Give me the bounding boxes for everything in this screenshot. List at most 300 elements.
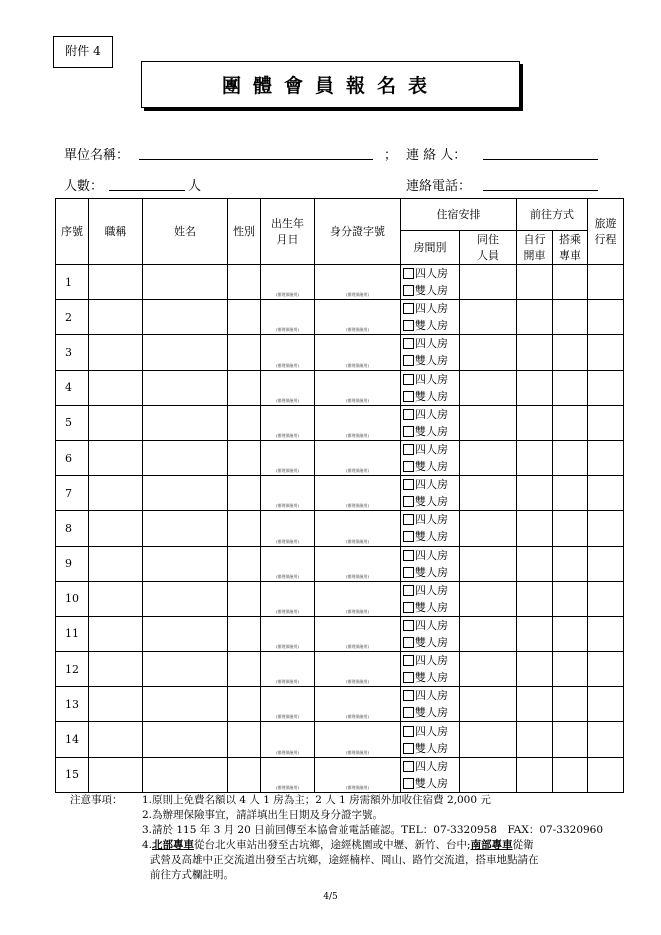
room-option-double[interactable] [403, 599, 459, 616]
self-drive-cell[interactable] [517, 722, 553, 757]
title-cell[interactable] [89, 405, 143, 440]
insurance-note: (辦理保險用) [275, 432, 300, 438]
bus-cell[interactable] [553, 265, 588, 300]
room-option-label: 雙人房 [415, 600, 448, 614]
checkbox[interactable] [403, 690, 414, 701]
trip-cell[interactable] [588, 511, 624, 546]
self-drive-cell[interactable] [517, 405, 553, 440]
insurance-note: (辦理保險用) [345, 503, 370, 509]
bus-cell[interactable] [553, 476, 588, 511]
room-option-label: 四人房 [415, 337, 448, 351]
note-4-mid: 從台北火車站出發至古坑鄉，途經桃園或中壢、新竹、台中; [194, 839, 471, 851]
unit-label: 單位名稱： [64, 148, 130, 163]
birth-cell[interactable] [261, 476, 315, 511]
header-bus-l2: 專車 [559, 248, 581, 262]
room-option-quad[interactable] [403, 335, 459, 352]
gender-cell[interactable] [228, 511, 261, 546]
roommate-cell[interactable] [460, 546, 517, 581]
checkbox[interactable] [403, 479, 414, 490]
room-option-double[interactable] [403, 634, 459, 651]
header-trip [588, 199, 624, 265]
gender-cell[interactable] [228, 335, 261, 370]
bus-cell[interactable] [553, 581, 588, 616]
room-option-quad[interactable] [403, 511, 459, 528]
room-option-double[interactable] [403, 458, 459, 475]
title-cell[interactable] [89, 757, 143, 792]
roommate-cell[interactable] [460, 687, 517, 722]
phone-label: 連絡電話： [406, 179, 472, 194]
roommate-cell[interactable] [460, 265, 517, 300]
trip-cell[interactable] [588, 687, 624, 722]
birth-cell[interactable] [261, 300, 315, 335]
table-row [56, 335, 624, 370]
row-number: 8 [56, 511, 89, 546]
roommate-cell[interactable] [460, 757, 517, 792]
room-option-label: 雙人房 [415, 389, 448, 403]
room-type-cell [401, 652, 460, 687]
roommate-cell[interactable] [460, 335, 517, 370]
name-cell[interactable] [143, 440, 228, 475]
self-drive-cell[interactable] [517, 687, 553, 722]
birth-cell[interactable] [261, 687, 315, 722]
birth-cell[interactable] [261, 335, 315, 370]
table-row [56, 757, 624, 792]
birth-cell[interactable] [261, 440, 315, 475]
gender-cell[interactable] [228, 687, 261, 722]
name-cell[interactable] [143, 616, 228, 651]
notes-label: 注意事項： [70, 794, 123, 806]
insurance-note: (辦理保險用) [345, 608, 370, 614]
title-cell[interactable] [89, 300, 143, 335]
gender-cell[interactable] [228, 757, 261, 792]
room-option-label: 雙人房 [415, 671, 448, 685]
gender-cell[interactable] [228, 440, 261, 475]
room-option-quad[interactable] [403, 476, 459, 493]
contact-field[interactable] [483, 159, 598, 160]
room-option-double[interactable] [403, 317, 459, 334]
insurance-note: (辦理保險用) [275, 784, 300, 790]
title-cell[interactable] [89, 370, 143, 405]
bus-cell[interactable] [553, 722, 588, 757]
roster-table [55, 198, 624, 793]
roommate-cell[interactable] [460, 440, 517, 475]
table-row [56, 405, 624, 440]
self-drive-cell[interactable] [517, 265, 553, 300]
header-bus [553, 231, 588, 265]
room-option-quad[interactable] [403, 652, 459, 669]
self-drive-cell[interactable] [517, 511, 553, 546]
insurance-note: (辦理保險用) [345, 573, 370, 579]
title-cell[interactable] [89, 335, 143, 370]
roommate-cell[interactable] [460, 616, 517, 651]
room-option-quad[interactable] [403, 723, 459, 740]
trip-cell[interactable] [588, 440, 624, 475]
checkbox[interactable] [403, 550, 414, 561]
form-title: 團體會員報名表 [221, 75, 439, 97]
id-cell[interactable] [315, 616, 401, 651]
insurance-note: (辦理保險用) [275, 573, 300, 579]
room-option-label: 雙人房 [415, 424, 448, 438]
insurance-note: (辦理保險用) [275, 292, 300, 298]
id-cell[interactable] [315, 511, 401, 546]
note-4-south-bus: 南部專車 [470, 839, 513, 851]
title-cell[interactable] [89, 652, 143, 687]
bus-cell[interactable] [553, 370, 588, 405]
self-drive-cell[interactable] [517, 370, 553, 405]
checkbox[interactable] [403, 620, 414, 631]
checkbox[interactable] [403, 391, 414, 402]
id-cell[interactable] [315, 265, 401, 300]
checkbox[interactable] [403, 268, 414, 279]
insurance-note: (辦理保險用) [275, 714, 300, 720]
self-drive-cell[interactable] [517, 300, 553, 335]
title-cell[interactable] [89, 581, 143, 616]
room-option-quad[interactable] [403, 758, 459, 775]
room-option-double[interactable] [403, 493, 459, 510]
name-cell[interactable] [143, 265, 228, 300]
trip-cell[interactable] [588, 757, 624, 792]
name-cell[interactable] [143, 511, 228, 546]
birth-cell[interactable] [261, 370, 315, 405]
id-cell[interactable] [315, 335, 401, 370]
birth-cell[interactable] [261, 652, 315, 687]
gender-cell[interactable] [228, 546, 261, 581]
separator: ； [384, 148, 398, 163]
room-option-double[interactable] [403, 423, 459, 440]
insurance-note: (辦理保險用) [275, 749, 300, 755]
room-option-label: 雙人房 [415, 776, 448, 790]
checkbox[interactable] [403, 320, 414, 331]
bus-cell[interactable] [553, 440, 588, 475]
insurance-note: (辦理保險用) [345, 432, 370, 438]
room-type-cell [401, 511, 460, 546]
birth-cell[interactable] [261, 722, 315, 757]
room-option-label: 雙人房 [415, 530, 448, 544]
title-box [141, 61, 520, 108]
id-cell[interactable] [315, 370, 401, 405]
id-cell[interactable] [315, 546, 401, 581]
title-cell[interactable] [89, 511, 143, 546]
header-roommate [460, 231, 517, 265]
id-cell[interactable] [315, 687, 401, 722]
room-option-label: 四人房 [415, 407, 448, 421]
gender-cell[interactable] [228, 300, 261, 335]
insurance-note: (辦理保險用) [275, 538, 300, 544]
roommate-cell[interactable] [460, 652, 517, 687]
name-cell[interactable] [143, 476, 228, 511]
room-option-double[interactable] [403, 704, 459, 721]
room-option-quad[interactable] [403, 687, 459, 704]
birth-cell[interactable] [261, 265, 315, 300]
count-label: 人數： [64, 179, 104, 194]
gender-cell[interactable] [228, 581, 261, 616]
row-number: 1 [56, 265, 89, 300]
name-cell[interactable] [143, 581, 228, 616]
insurance-note: (辦理保險用) [345, 362, 370, 368]
header-self-drive [517, 231, 553, 265]
bus-cell[interactable] [553, 335, 588, 370]
room-option-double[interactable] [403, 669, 459, 686]
table-row [56, 581, 624, 616]
room-option-label: 四人房 [415, 724, 448, 738]
insurance-note: (辦理保險用) [275, 327, 300, 333]
self-drive-cell[interactable] [517, 335, 553, 370]
insurance-note: (辦理保險用) [345, 679, 370, 685]
note-4-line3: 前往方式欄註明。 [150, 869, 234, 881]
row-number: 15 [56, 757, 89, 792]
header-trip-l1: 旅遊 [594, 216, 617, 230]
room-option-label: 四人房 [415, 443, 448, 457]
room-option-label: 四人房 [415, 654, 448, 668]
title-cell[interactable] [89, 476, 143, 511]
checkbox[interactable] [403, 672, 414, 683]
checkbox[interactable] [403, 285, 414, 296]
phone-field[interactable] [483, 190, 598, 191]
id-cell[interactable] [315, 652, 401, 687]
trip-cell[interactable] [588, 722, 624, 757]
room-option-quad[interactable] [403, 582, 459, 599]
checkbox[interactable] [403, 444, 414, 455]
title-cell[interactable] [89, 687, 143, 722]
room-type-cell [401, 370, 460, 405]
insurance-note: (辦理保險用) [345, 714, 370, 720]
name-cell[interactable] [143, 405, 228, 440]
room-type-cell [401, 405, 460, 440]
roommate-cell[interactable] [460, 405, 517, 440]
note-4 [70, 838, 603, 853]
self-drive-cell[interactable] [517, 616, 553, 651]
birth-cell[interactable] [261, 405, 315, 440]
room-option-quad[interactable] [403, 300, 459, 317]
room-option-label: 雙人房 [415, 319, 448, 333]
room-option-label: 四人房 [415, 759, 448, 773]
room-type-cell [401, 616, 460, 651]
trip-cell[interactable] [588, 546, 624, 581]
name-cell[interactable] [143, 300, 228, 335]
name-cell[interactable] [143, 757, 228, 792]
header-name: 姓名 [143, 199, 228, 265]
header-seq: 序號 [56, 199, 89, 265]
bus-cell[interactable] [553, 616, 588, 651]
row-number: 11 [56, 616, 89, 651]
room-option-quad[interactable] [403, 265, 459, 282]
room-option-quad[interactable] [403, 441, 459, 458]
unit-name-field[interactable] [139, 159, 373, 160]
title-cell[interactable] [89, 722, 143, 757]
trip-cell[interactable] [588, 476, 624, 511]
checkbox[interactable] [403, 409, 414, 420]
row-number: 10 [56, 581, 89, 616]
gender-cell[interactable] [228, 722, 261, 757]
self-drive-cell[interactable] [517, 757, 553, 792]
trip-cell[interactable] [588, 335, 624, 370]
contact-label: 連 絡 人： [406, 148, 467, 163]
checkbox[interactable] [403, 602, 414, 613]
trip-cell[interactable] [588, 581, 624, 616]
room-option-label: 四人房 [415, 478, 448, 492]
room-option-quad[interactable] [403, 406, 459, 423]
room-type-cell [401, 440, 460, 475]
self-drive-cell[interactable] [517, 476, 553, 511]
checkbox[interactable] [403, 426, 414, 437]
header-trip-l2: 行程 [594, 232, 617, 246]
checkbox[interactable] [403, 726, 414, 737]
name-cell[interactable] [143, 370, 228, 405]
insurance-note: (辦理保險用) [345, 397, 370, 403]
checkbox[interactable] [403, 514, 414, 525]
room-type-cell [401, 300, 460, 335]
table-row [56, 652, 624, 687]
room-option-label: 四人房 [415, 689, 448, 703]
insurance-note: (辦理保險用) [345, 749, 370, 755]
checkbox[interactable] [403, 461, 414, 472]
roster-body [56, 265, 624, 793]
roommate-cell[interactable] [460, 722, 517, 757]
bus-cell[interactable] [553, 300, 588, 335]
name-cell[interactable] [143, 335, 228, 370]
checkbox[interactable] [403, 707, 414, 718]
room-option-double[interactable] [403, 564, 459, 581]
id-cell[interactable] [315, 581, 401, 616]
table-row [56, 546, 624, 581]
room-option-quad[interactable] [403, 547, 459, 564]
insurance-note: (辦理保險用) [275, 608, 300, 614]
id-cell[interactable] [315, 722, 401, 757]
room-type-cell [401, 546, 460, 581]
checkbox[interactable] [403, 303, 414, 314]
bus-cell[interactable] [553, 687, 588, 722]
title-cell[interactable] [89, 265, 143, 300]
trip-cell[interactable] [588, 652, 624, 687]
table-row [56, 300, 624, 335]
insurance-note: (辦理保險用) [275, 397, 300, 403]
gender-cell[interactable] [228, 652, 261, 687]
table-row [56, 265, 624, 300]
birth-cell[interactable] [261, 616, 315, 651]
bus-cell[interactable] [553, 511, 588, 546]
birth-cell[interactable] [261, 581, 315, 616]
roommate-cell[interactable] [460, 581, 517, 616]
header-lodging: 住宿安排 [401, 199, 517, 231]
bus-cell[interactable] [553, 546, 588, 581]
name-cell[interactable] [143, 722, 228, 757]
room-option-label: 四人房 [415, 267, 448, 281]
birth-cell[interactable] [261, 757, 315, 792]
room-option-double[interactable] [403, 352, 459, 369]
gender-cell[interactable] [228, 476, 261, 511]
roommate-cell[interactable] [460, 370, 517, 405]
count-suffix: 人 [188, 179, 202, 194]
name-cell[interactable] [143, 546, 228, 581]
gender-cell[interactable] [228, 405, 261, 440]
id-cell[interactable] [315, 757, 401, 792]
trip-cell[interactable] [588, 300, 624, 335]
id-cell[interactable] [315, 405, 401, 440]
table-row [56, 511, 624, 546]
self-drive-cell[interactable] [517, 546, 553, 581]
header-birth-l2: 月日 [276, 232, 299, 246]
bus-cell[interactable] [553, 405, 588, 440]
checkbox[interactable] [403, 655, 414, 666]
checkbox[interactable] [403, 374, 414, 385]
page-number: 4/5 [323, 892, 338, 902]
count-field[interactable] [109, 190, 185, 191]
trip-cell[interactable] [588, 265, 624, 300]
room-option-double[interactable] [403, 528, 459, 545]
checkbox[interactable] [403, 567, 414, 578]
roommate-cell[interactable] [460, 300, 517, 335]
room-type-cell [401, 265, 460, 300]
self-drive-cell[interactable] [517, 652, 553, 687]
room-type-cell [401, 476, 460, 511]
self-drive-cell[interactable] [517, 581, 553, 616]
room-option-label: 雙人房 [415, 284, 448, 298]
room-option-double[interactable] [403, 388, 459, 405]
room-option-double[interactable] [403, 282, 459, 299]
gender-cell[interactable] [228, 265, 261, 300]
name-cell[interactable] [143, 652, 228, 687]
title-cell[interactable] [89, 440, 143, 475]
room-option-double[interactable] [403, 775, 459, 792]
gender-cell[interactable] [228, 370, 261, 405]
room-option-label: 雙人房 [415, 741, 448, 755]
trip-cell[interactable] [588, 616, 624, 651]
room-option-quad[interactable] [403, 617, 459, 634]
title-cell[interactable] [89, 546, 143, 581]
insurance-note: (辦理保險用) [345, 784, 370, 790]
note-4-north-bus: 北部專車 [152, 839, 195, 851]
birth-cell[interactable] [261, 546, 315, 581]
table-row [56, 476, 624, 511]
checkbox[interactable] [403, 637, 414, 648]
title-cell[interactable] [89, 616, 143, 651]
checkbox[interactable] [403, 761, 414, 772]
checkbox[interactable] [403, 496, 414, 507]
id-cell[interactable] [315, 440, 401, 475]
checkbox[interactable] [403, 743, 414, 754]
checkbox[interactable] [403, 531, 414, 542]
gender-cell[interactable] [228, 616, 261, 651]
bus-cell[interactable] [553, 757, 588, 792]
checkbox[interactable] [403, 585, 414, 596]
insurance-note: (辦理保險用) [345, 292, 370, 298]
checkbox[interactable] [403, 338, 414, 349]
bus-cell[interactable] [553, 652, 588, 687]
checkbox[interactable] [403, 355, 414, 366]
id-cell[interactable] [315, 300, 401, 335]
insurance-note: (辦理保險用) [345, 644, 370, 650]
room-option-label: 雙人房 [415, 354, 448, 368]
roommate-cell[interactable] [460, 511, 517, 546]
self-drive-cell[interactable] [517, 440, 553, 475]
roommate-cell[interactable] [460, 476, 517, 511]
row-number: 14 [56, 722, 89, 757]
table-row [56, 687, 624, 722]
name-cell[interactable] [143, 687, 228, 722]
room-option-quad[interactable] [403, 371, 459, 388]
trip-cell[interactable] [588, 405, 624, 440]
notes [70, 793, 603, 883]
room-option-label: 四人房 [415, 513, 448, 527]
checkbox[interactable] [403, 778, 414, 789]
attachment-label: 附件 4 [53, 36, 113, 68]
room-option-label: 四人房 [415, 583, 448, 597]
room-option-double[interactable] [403, 740, 459, 757]
header-birth [261, 199, 315, 265]
birth-cell[interactable] [261, 511, 315, 546]
id-cell[interactable] [315, 476, 401, 511]
trip-cell[interactable] [588, 370, 624, 405]
